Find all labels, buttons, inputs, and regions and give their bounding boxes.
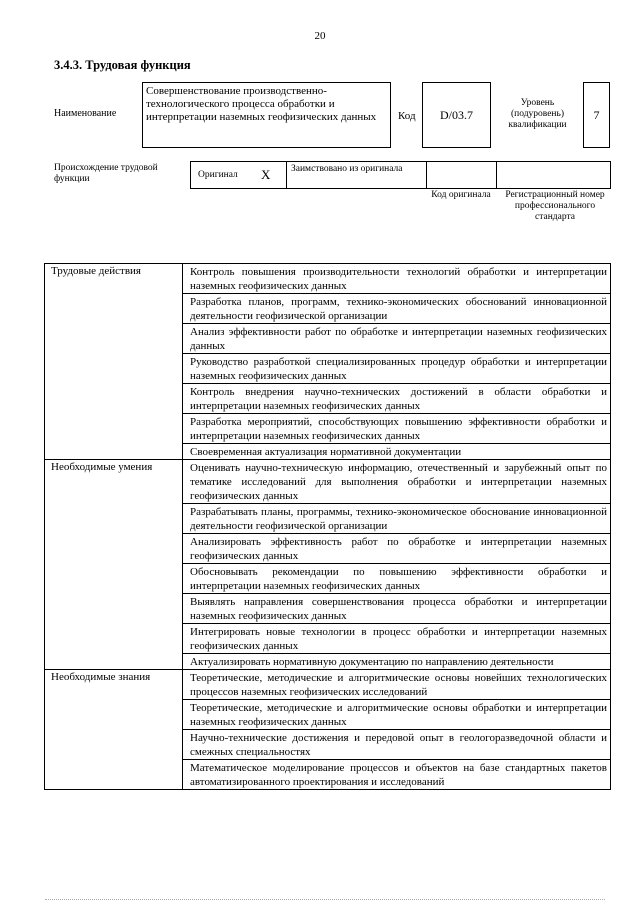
table-cell: Анализировать эффективность работ по обработке и интерпретации наземных геофизических данных [183,534,611,564]
name-label: Наименование [54,108,117,119]
table-cell: Теоретические, методические и алгоритмические основы обработки и интерпретации наземных геофизических данных [183,700,611,730]
bottom-divider [45,899,605,900]
registration-number-caption: Регистрационный номер профессионального стандарта [505,190,605,222]
table-cell: Математическое моделирование процессов и объектов на базе стандартных пакетов автоматизированного проектирования и исследований [183,760,611,790]
level-value: 7 [593,107,600,122]
table-cell: Разработка планов, программ, технико-экономических обоснований инновационной деятельности геофизической организации [183,294,611,324]
borrowed-cell [287,162,427,188]
original-code-cell [427,162,497,188]
origin-row [190,161,611,189]
page-number: 20 [314,30,326,42]
original-label: Оригинал [198,170,238,180]
level-label: Уровень (подуровень) квалификации [508,98,567,130]
table-cell: Интегрировать новые технологии в процесс обработки и интерпретации наземных геофизических данных [183,624,611,654]
function-name-box [142,82,391,148]
labor-function-table [44,263,611,790]
table-cell: Контроль внедрения научно-технических достижений в области обработки и интерпретации наземных геофизических данных [183,384,611,414]
original-mark: X [261,167,271,182]
table-cell: Разработка мероприятий, способствующих повышению эффективности обработки и интерпретации наземных геофизических данных [183,414,611,444]
code-value: D/03.7 [440,107,473,122]
category-cell: Необходимые знания [45,670,183,790]
table-cell: Обосновывать рекомендации по повышению эффективности обработки и интерпретации наземных геофизических данных [183,564,611,594]
section-title: 3.4.3. Трудовая функция [54,58,191,72]
level-box [583,82,610,148]
table-row [45,460,611,504]
table-cell: Актуализировать нормативную документацию по направлению деятельности [183,654,611,670]
category-cell: Трудовые действия [45,264,183,460]
code-label: Код [398,110,416,122]
table-row [45,670,611,700]
table-cell: Анализ эффективности работ по обработке и интерпретации наземных геофизических данных [183,324,611,354]
function-name-value: Совершенствование производственно-технологического процесса обработки и интерпретации наземных геофизических данных [146,85,377,123]
table-cell: Разрабатывать планы, программы, технико-экономическое обоснование инновационной деятельности геофизической организации [183,504,611,534]
category-cell: Необходимые умения [45,460,183,670]
borrowed-label: Заимствовано из оригинала [291,164,403,174]
table-cell: Оценивать научно-техническую информацию, отечественный и зарубежный опыт по тематике исследований для выполнения обработки и интерпретации наземных геофизических данных [183,460,611,504]
origin-label: Происхождение трудовой функции [54,163,158,184]
table-cell: Научно-технические достижения и передовой опыт в геологоразведочной области и смежных специальностях [183,730,611,760]
table-cell: Выявлять направления совершенствования процесса обработки и интерпретации наземных геофизических данных [183,594,611,624]
code-box [422,82,491,148]
table-row [45,264,611,294]
original-cell [191,162,287,188]
table-cell: Контроль повышения производительности технологий обработки и интерпретации наземных геофизических данных [183,264,611,294]
table-cell: Руководство разработкой специализированных процедур обработки и интерпретации наземных геофизических данных [183,354,611,384]
table-cell: Теоретические, методические и алгоритмические основы новейших технологических процессов наземных геофизических исследований [183,670,611,700]
table-cell: Своевременная актуализация нормативной документации [183,444,611,460]
original-code-caption: Код оригинала [431,190,491,200]
